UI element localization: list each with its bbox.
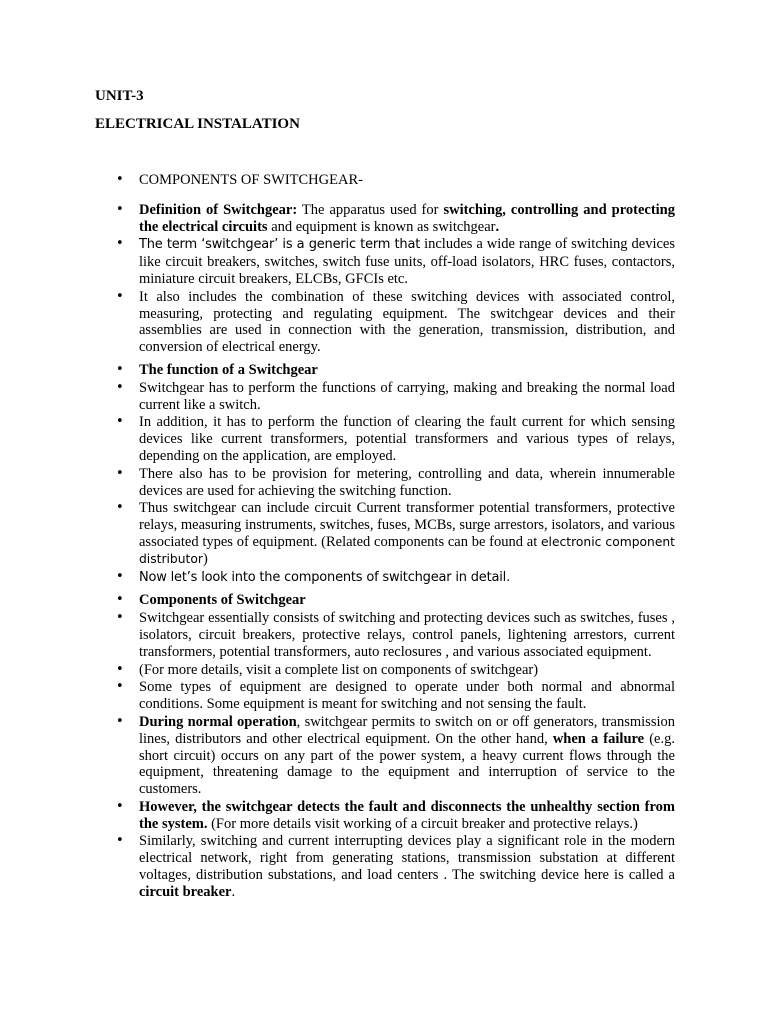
list-item: • Similarly, switching and current interrupting devices play a significant role in the modern electrical network, right from generating stations, transmission substation at different voltages, distribution substations, and load centers . The switching device here is called a circuit breaker. [0, 833, 768, 900]
list-item: • The function of a Switchgear [0, 362, 768, 379]
list-item: • In addition, it has to perform the function of clearing the fault current for which sensing devices like current transformers, potential transformers and various types of relays, depending on the application, are employed. [0, 414, 768, 464]
list-item: • The term ‘switchgear’ is a generic term that includes a wide range of switching devices like circuit breakers, switches, switch fuse units, off-load isolators, HRC fuses, contactors, miniature circuit breakers, ELCBs, GFCIs etc. [0, 236, 768, 287]
list-item: • Now let’s look into the components of switchgear in detail. [0, 569, 768, 587]
list-item: • Some types of equipment are designed to operate under both normal and abnormal conditions. Some equipment is meant for switching and not sensing the fault. [0, 679, 768, 713]
list-item: • There also has to be provision for metering, controlling and data, wherein innumerable devices are used for achieving the switching function. [0, 466, 768, 500]
list-item: • During normal operation, switchgear permits to switch on or off generators, transmission lines, distributors and other electrical equipment. On the other hand, when a failure (e.g. short circuit) occurs on any part of the power system, a heavy current flows through the equipment, threatening damage to the equipment and interruption of service to the customers. [0, 714, 768, 798]
list-item: • Components of Switchgear [0, 592, 768, 609]
distributor-link[interactable]: electronic component distributor [139, 534, 676, 566]
list-item: • Switchgear essentially consists of switching and protecting devices such as switches, fuses , isolators, circuit breakers, protective relays, control panels, lightening arrestors, current transformers, potential transformers, auto reclosures , and various associated equipment. [0, 610, 768, 660]
bullet-list [0, 172, 768, 902]
list-item: • Switchgear has to perform the functions of carrying, making and breaking the normal load current like a switch. [0, 380, 768, 414]
list-item: • Definition of Switchgear: The apparatus used for switching, controlling and protecting the electrical circuits and equipment is known as switchgear. [0, 202, 768, 236]
document-title: ELECTRICAL INSTALATION [95, 116, 300, 132]
list-item: • (For more details, visit a complete list on components of switchgear) [0, 662, 768, 679]
list-item: • Thus switchgear can include circuit Current transformer potential transformers, protective relays, measuring instruments, switches, fuses, MCBs, surge arrestors, isolators, and various associated types of equipment. (Related components can be found at electronic component distributor) [0, 500, 768, 567]
list-item: • However, the switchgear detects the fault and disconnects the unhealthy section from the system. (For more details visit working of a circuit breaker and protective relays.) [0, 799, 768, 833]
list-item: • It also includes the combination of these switching devices with associated control, measuring, protecting and regulating equipment. The switchgear devices and their assemblies are used in connection with the generation, transmission, distribution, and conversion of electrical energy. [0, 289, 768, 356]
unit-heading: UNIT-3 [95, 88, 144, 104]
list-item: • COMPONENTS OF SWITCHGEAR- [0, 172, 768, 189]
